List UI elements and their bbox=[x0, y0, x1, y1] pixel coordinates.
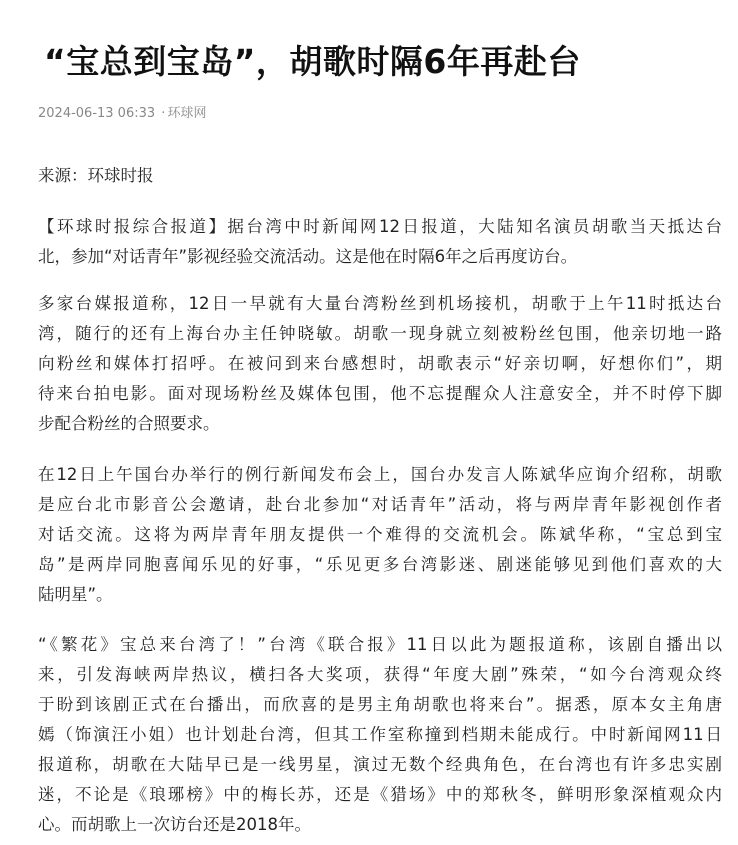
paragraph-line: 心。而胡歌上一次访台还是2018年。 bbox=[38, 815, 311, 834]
paragraph-2 bbox=[38, 289, 722, 439]
publisher-name: 环球网 bbox=[167, 106, 207, 121]
paragraph-4 bbox=[38, 630, 722, 840]
paragraph-line: 步配合粉丝的合照要求。 bbox=[38, 414, 220, 433]
paragraph-line: 嫣（饰演汪小姐）也计划赴台湾，但其工作室称撞到档期未能成行。中时新闻网11日 bbox=[38, 725, 722, 744]
paragraph-line: 是应台北市影音公会邀请，赴台北参加“对话青年”活动，将与两岸青年影视创作者 bbox=[38, 495, 722, 514]
article-meta bbox=[38, 105, 206, 123]
paragraph-line: 对话交流。这将为两岸青年朋友提供一个难得的交流机会。陈斌华称，“宝总到宝 bbox=[38, 525, 722, 544]
paragraph-line: 待来台拍电影。面对现场粉丝及媒体包围，他不忘提醒众人注意安全，并不时停下脚 bbox=[38, 384, 722, 403]
meta-separator: · bbox=[161, 106, 166, 121]
paragraph-3 bbox=[38, 460, 722, 610]
paragraph-line: 多家台媒报道称，12日一早就有大量台湾粉丝到机场接机，胡歌于上午11时抵达台 bbox=[38, 294, 722, 313]
paragraph-line: 湾，随行的还有上海台办主任钟晓敏。胡歌一现身就立刻被粉丝包围，他亲切地一路 bbox=[38, 324, 722, 343]
paragraph-line: “《繁花》宝总来台湾了！”台湾《联合报》11日以此为题报道称，该剧自播出以 bbox=[38, 635, 722, 654]
paragraph-line: 在12日上午国台办举行的例行新闻发布会上，国台办发言人陈斌华应询介绍称，胡歌 bbox=[38, 465, 722, 484]
paragraph-line: 陆明星”。 bbox=[38, 585, 113, 604]
paragraph-line: 岛”是两岸同胞喜闻乐见的好事，“乐见更多台湾影迷、剧迷能够见到他们喜欢的大 bbox=[38, 555, 722, 574]
paragraph-line: 向粉丝和媒体打招呼。在被问到来台感想时，胡歌表示“好亲切啊，好想你们”，期 bbox=[38, 354, 722, 373]
paragraph-1 bbox=[38, 212, 722, 272]
paragraph-line: 北，参加“对话青年”影视经验交流活动。这是他在时隔6年之后再度访台。 bbox=[38, 247, 578, 266]
paragraph-line: 于盼到该剧正式在台播出，而欣喜的是男主角胡歌也将来台”。据悉，原本女主角唐 bbox=[38, 695, 722, 714]
publish-date: 2024-06-13 06:33 bbox=[38, 106, 156, 121]
article-title: “宝总到宝岛”，胡歌时隔6年再赴台 bbox=[44, 42, 581, 81]
paragraph-line: 报道称，胡歌在大陆早已是一线男星，演过无数个经典角色，在台湾也有许多忠实剧 bbox=[38, 755, 722, 774]
article-source: 来源：环球时报 bbox=[38, 166, 154, 185]
paragraph-line: 来，引发海峡两岸热议，横扫各大奖项，获得“年度大剧”殊荣，“如今台湾观众终 bbox=[38, 665, 722, 684]
paragraph-line: 迷，不论是《琅琊榜》中的梅长苏，还是《猎场》中的郑秋冬，鲜明形象深植观众内 bbox=[38, 785, 722, 804]
paragraph-line: 【环球时报综合报道】据台湾中时新闻网12日报道，大陆知名演员胡歌当天抵达台 bbox=[38, 217, 722, 236]
